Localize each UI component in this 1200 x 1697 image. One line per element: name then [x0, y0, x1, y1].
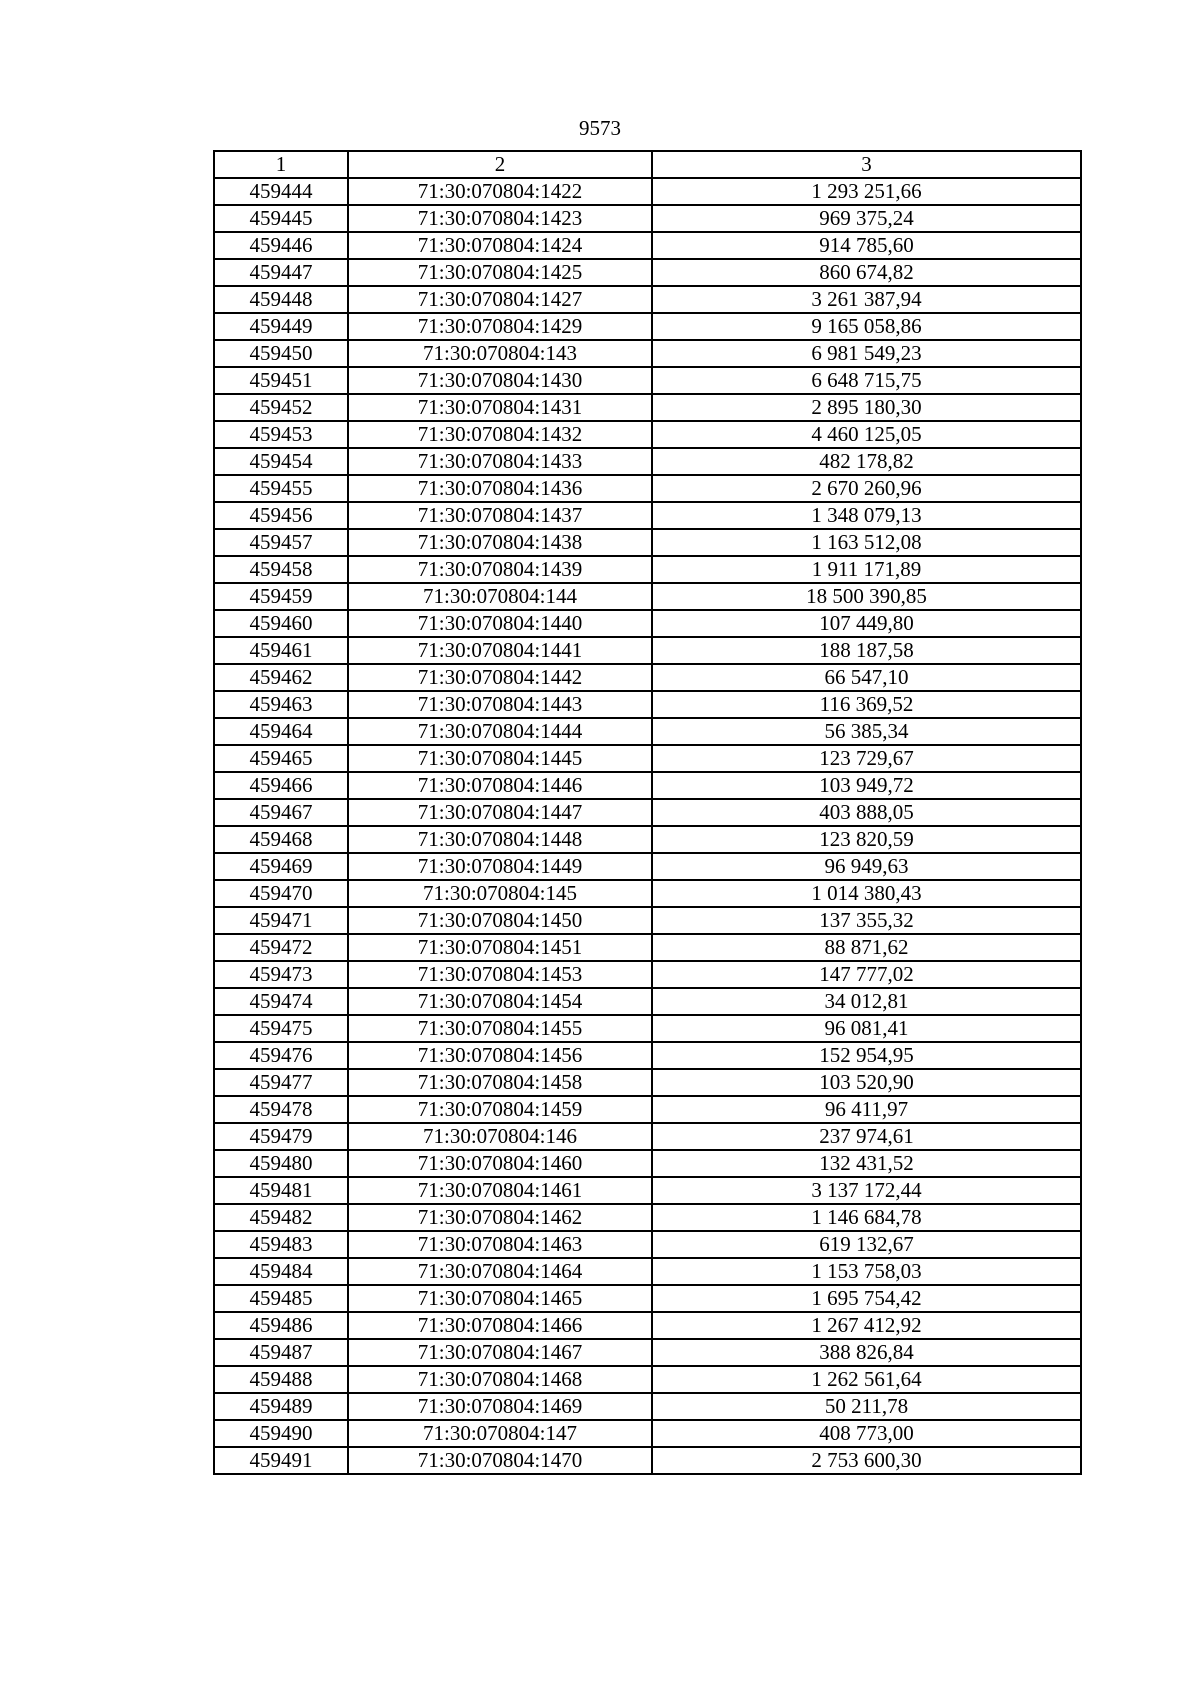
table-row	[214, 1123, 1081, 1150]
cadastral-number-cell: 71:30:070804:1460	[348, 1150, 652, 1177]
row-number-cell: 459452	[214, 394, 348, 421]
table-row	[214, 1204, 1081, 1231]
row-number-cell: 459479	[214, 1123, 348, 1150]
cadastral-number-cell: 71:30:070804:1443	[348, 691, 652, 718]
table-row	[214, 502, 1081, 529]
cadastral-number-cell: 71:30:070804:1425	[348, 259, 652, 286]
row-number-cell: 459451	[214, 367, 348, 394]
table-row	[214, 178, 1081, 205]
cadastral-value-cell: 96 949,63	[652, 853, 1081, 880]
cadastral-value-cell: 123 820,59	[652, 826, 1081, 853]
row-number-cell: 459480	[214, 1150, 348, 1177]
cadastral-value-cell: 6 648 715,75	[652, 367, 1081, 394]
cadastral-value-cell: 1 911 171,89	[652, 556, 1081, 583]
row-number-cell: 459477	[214, 1069, 348, 1096]
cadastral-number-cell: 71:30:070804:1447	[348, 799, 652, 826]
cadastral-number-cell: 71:30:070804:1459	[348, 1096, 652, 1123]
table-row	[214, 421, 1081, 448]
cadastral-number-cell: 71:30:070804:1448	[348, 826, 652, 853]
row-number-cell: 459459	[214, 583, 348, 610]
table-row	[214, 1258, 1081, 1285]
cadastral-value-cell: 147 777,02	[652, 961, 1081, 988]
table-row	[214, 1231, 1081, 1258]
cadastral-number-cell: 71:30:070804:143	[348, 340, 652, 367]
cadastral-value-cell: 1 348 079,13	[652, 502, 1081, 529]
cadastral-value-cell: 388 826,84	[652, 1339, 1081, 1366]
row-number-cell: 459447	[214, 259, 348, 286]
row-number-cell: 459458	[214, 556, 348, 583]
row-number-cell: 459486	[214, 1312, 348, 1339]
row-number-cell: 459481	[214, 1177, 348, 1204]
table-row	[214, 1285, 1081, 1312]
cadastral-number-cell: 71:30:070804:1429	[348, 313, 652, 340]
cadastral-number-cell: 71:30:070804:1455	[348, 1015, 652, 1042]
cadastral-value-cell: 619 132,67	[652, 1231, 1081, 1258]
cadastral-number-cell: 71:30:070804:1464	[348, 1258, 652, 1285]
row-number-cell: 459465	[214, 745, 348, 772]
table-row	[214, 637, 1081, 664]
cadastral-number-cell: 71:30:070804:1436	[348, 475, 652, 502]
cadastral-value-cell: 3 137 172,44	[652, 1177, 1081, 1204]
row-number-cell: 459446	[214, 232, 348, 259]
cadastral-value-cell: 6 981 549,23	[652, 340, 1081, 367]
cadastral-number-cell: 71:30:070804:145	[348, 880, 652, 907]
table-row	[214, 529, 1081, 556]
row-number-cell: 459464	[214, 718, 348, 745]
row-number-cell: 459472	[214, 934, 348, 961]
cadastral-number-cell: 71:30:070804:1463	[348, 1231, 652, 1258]
row-number-cell: 459489	[214, 1393, 348, 1420]
cadastral-number-cell: 71:30:070804:1439	[348, 556, 652, 583]
table-row	[214, 961, 1081, 988]
table-row	[214, 1150, 1081, 1177]
table-row	[214, 475, 1081, 502]
row-number-cell: 459460	[214, 610, 348, 637]
table-row	[214, 286, 1081, 313]
cadastral-value-cell: 1 293 251,66	[652, 178, 1081, 205]
row-number-cell: 459471	[214, 907, 348, 934]
cadastral-value-cell: 1 695 754,42	[652, 1285, 1081, 1312]
row-number-cell: 459448	[214, 286, 348, 313]
table-row	[214, 664, 1081, 691]
row-number-cell: 459461	[214, 637, 348, 664]
table-row	[214, 1393, 1081, 1420]
table-row	[214, 583, 1081, 610]
cadastral-number-cell: 71:30:070804:1451	[348, 934, 652, 961]
cadastral-value-cell: 403 888,05	[652, 799, 1081, 826]
cadastral-number-cell: 71:30:070804:144	[348, 583, 652, 610]
table-row	[214, 313, 1081, 340]
cadastral-number-cell: 71:30:070804:1438	[348, 529, 652, 556]
table-row	[214, 340, 1081, 367]
table-row	[214, 1096, 1081, 1123]
row-number-cell: 459490	[214, 1420, 348, 1447]
row-number-cell: 459463	[214, 691, 348, 718]
table-row	[214, 772, 1081, 799]
table-row	[214, 1312, 1081, 1339]
row-number-cell: 459468	[214, 826, 348, 853]
row-number-cell: 459449	[214, 313, 348, 340]
cadastral-value-cell: 4 460 125,05	[652, 421, 1081, 448]
cadastral-number-cell: 71:30:070804:1445	[348, 745, 652, 772]
row-number-cell: 459476	[214, 1042, 348, 1069]
cadastral-number-cell: 71:30:070804:1446	[348, 772, 652, 799]
table-row	[214, 205, 1081, 232]
cadastral-value-cell: 103 949,72	[652, 772, 1081, 799]
cadastral-number-cell: 71:30:070804:1442	[348, 664, 652, 691]
cadastral-number-cell: 71:30:070804:1461	[348, 1177, 652, 1204]
table-row	[214, 610, 1081, 637]
cadastral-value-cell: 50 211,78	[652, 1393, 1081, 1420]
cadastral-value-table	[213, 150, 1082, 1475]
table-row	[214, 691, 1081, 718]
cadastral-value-cell: 152 954,95	[652, 1042, 1081, 1069]
row-number-cell: 459488	[214, 1366, 348, 1393]
cadastral-value-cell: 1 014 380,43	[652, 880, 1081, 907]
table-header	[214, 151, 1081, 178]
cadastral-value-cell: 116 369,52	[652, 691, 1081, 718]
cadastral-value-cell: 1 267 412,92	[652, 1312, 1081, 1339]
cadastral-number-cell: 71:30:070804:1453	[348, 961, 652, 988]
cadastral-number-cell: 71:30:070804:1431	[348, 394, 652, 421]
cadastral-value-cell: 3 261 387,94	[652, 286, 1081, 313]
cadastral-number-cell: 71:30:070804:1466	[348, 1312, 652, 1339]
table-row	[214, 448, 1081, 475]
table-row	[214, 745, 1081, 772]
cadastral-value-cell: 34 012,81	[652, 988, 1081, 1015]
cadastral-number-cell: 71:30:070804:1454	[348, 988, 652, 1015]
cadastral-number-cell: 71:30:070804:1468	[348, 1366, 652, 1393]
table-row	[214, 556, 1081, 583]
cadastral-number-cell: 71:30:070804:1424	[348, 232, 652, 259]
row-number-cell: 459483	[214, 1231, 348, 1258]
cadastral-value-cell: 107 449,80	[652, 610, 1081, 637]
table-row	[214, 907, 1081, 934]
row-number-cell: 459450	[214, 340, 348, 367]
cadastral-value-cell: 9 165 058,86	[652, 313, 1081, 340]
header-row	[214, 151, 1081, 178]
cadastral-value-cell: 2 670 260,96	[652, 475, 1081, 502]
table-body	[214, 178, 1081, 1474]
cadastral-number-cell: 71:30:070804:1458	[348, 1069, 652, 1096]
row-number-cell: 459484	[214, 1258, 348, 1285]
table-row	[214, 1069, 1081, 1096]
row-number-cell: 459491	[214, 1447, 348, 1474]
table-row	[214, 394, 1081, 421]
cadastral-value-cell: 123 729,67	[652, 745, 1081, 772]
table-row	[214, 1015, 1081, 1042]
cadastral-number-cell: 71:30:070804:1467	[348, 1339, 652, 1366]
table-row	[214, 934, 1081, 961]
row-number-cell: 459457	[214, 529, 348, 556]
row-number-cell: 459466	[214, 772, 348, 799]
cadastral-value-cell: 1 153 758,03	[652, 1258, 1081, 1285]
row-number-cell: 459482	[214, 1204, 348, 1231]
row-number-cell: 459455	[214, 475, 348, 502]
row-number-cell: 459487	[214, 1339, 348, 1366]
cadastral-value-cell: 96 411,97	[652, 1096, 1081, 1123]
table-row	[214, 1420, 1081, 1447]
table-row	[214, 1042, 1081, 1069]
row-number-cell: 459467	[214, 799, 348, 826]
cadastral-value-cell: 96 081,41	[652, 1015, 1081, 1042]
row-number-cell: 459454	[214, 448, 348, 475]
row-number-cell: 459474	[214, 988, 348, 1015]
cadastral-value-cell: 88 871,62	[652, 934, 1081, 961]
cadastral-value-cell: 237 974,61	[652, 1123, 1081, 1150]
page-number: 9573	[579, 116, 621, 140]
cadastral-value-cell: 1 163 512,08	[652, 529, 1081, 556]
cadastral-value-cell: 18 500 390,85	[652, 583, 1081, 610]
table-row	[214, 880, 1081, 907]
table-row	[214, 853, 1081, 880]
header-col-1: 1	[214, 151, 348, 178]
row-number-cell: 459470	[214, 880, 348, 907]
cadastral-number-cell: 71:30:070804:1432	[348, 421, 652, 448]
row-number-cell: 459444	[214, 178, 348, 205]
cadastral-number-cell: 71:30:070804:1465	[348, 1285, 652, 1312]
cadastral-number-cell: 71:30:070804:1430	[348, 367, 652, 394]
row-number-cell: 459473	[214, 961, 348, 988]
row-number-cell: 459485	[214, 1285, 348, 1312]
table-row	[214, 1339, 1081, 1366]
cadastral-value-cell: 914 785,60	[652, 232, 1081, 259]
row-number-cell: 459456	[214, 502, 348, 529]
row-number-cell: 459475	[214, 1015, 348, 1042]
row-number-cell: 459469	[214, 853, 348, 880]
cadastral-number-cell: 71:30:070804:1450	[348, 907, 652, 934]
cadastral-number-cell: 71:30:070804:1422	[348, 178, 652, 205]
row-number-cell: 459462	[214, 664, 348, 691]
table-row	[214, 826, 1081, 853]
header-col-3: 3	[652, 151, 1081, 178]
table-row	[214, 1447, 1081, 1474]
row-number-cell: 459445	[214, 205, 348, 232]
cadastral-number-cell: 71:30:070804:1456	[348, 1042, 652, 1069]
cadastral-value-cell: 56 385,34	[652, 718, 1081, 745]
table-row	[214, 232, 1081, 259]
table-row	[214, 259, 1081, 286]
cadastral-number-cell: 71:30:070804:1441	[348, 637, 652, 664]
cadastral-value-cell: 2 753 600,30	[652, 1447, 1081, 1474]
cadastral-number-cell: 71:30:070804:1423	[348, 205, 652, 232]
cadastral-value-cell: 2 895 180,30	[652, 394, 1081, 421]
cadastral-number-cell: 71:30:070804:1449	[348, 853, 652, 880]
cadastral-number-cell: 71:30:070804:1427	[348, 286, 652, 313]
cadastral-value-cell: 860 674,82	[652, 259, 1081, 286]
cadastral-value-cell: 482 178,82	[652, 448, 1081, 475]
cadastral-number-cell: 71:30:070804:1437	[348, 502, 652, 529]
cadastral-value-cell: 1 146 684,78	[652, 1204, 1081, 1231]
table-row	[214, 988, 1081, 1015]
row-number-cell: 459478	[214, 1096, 348, 1123]
cadastral-value-cell: 1 262 561,64	[652, 1366, 1081, 1393]
cadastral-number-cell: 71:30:070804:1470	[348, 1447, 652, 1474]
cadastral-number-cell: 71:30:070804:147	[348, 1420, 652, 1447]
table-row	[214, 718, 1081, 745]
cadastral-value-cell: 188 187,58	[652, 637, 1081, 664]
cadastral-value-cell: 137 355,32	[652, 907, 1081, 934]
cadastral-number-cell: 71:30:070804:1462	[348, 1204, 652, 1231]
table-row	[214, 367, 1081, 394]
cadastral-value-cell: 969 375,24	[652, 205, 1081, 232]
cadastral-number-cell: 71:30:070804:146	[348, 1123, 652, 1150]
row-number-cell: 459453	[214, 421, 348, 448]
table-row	[214, 1366, 1081, 1393]
table-row	[214, 799, 1081, 826]
cadastral-value-cell: 132 431,52	[652, 1150, 1081, 1177]
cadastral-value-cell: 103 520,90	[652, 1069, 1081, 1096]
cadastral-number-cell: 71:30:070804:1440	[348, 610, 652, 637]
cadastral-value-cell: 408 773,00	[652, 1420, 1081, 1447]
cadastral-number-cell: 71:30:070804:1469	[348, 1393, 652, 1420]
cadastral-number-cell: 71:30:070804:1433	[348, 448, 652, 475]
cadastral-value-cell: 66 547,10	[652, 664, 1081, 691]
table-row	[214, 1177, 1081, 1204]
header-col-2: 2	[348, 151, 652, 178]
cadastral-number-cell: 71:30:070804:1444	[348, 718, 652, 745]
